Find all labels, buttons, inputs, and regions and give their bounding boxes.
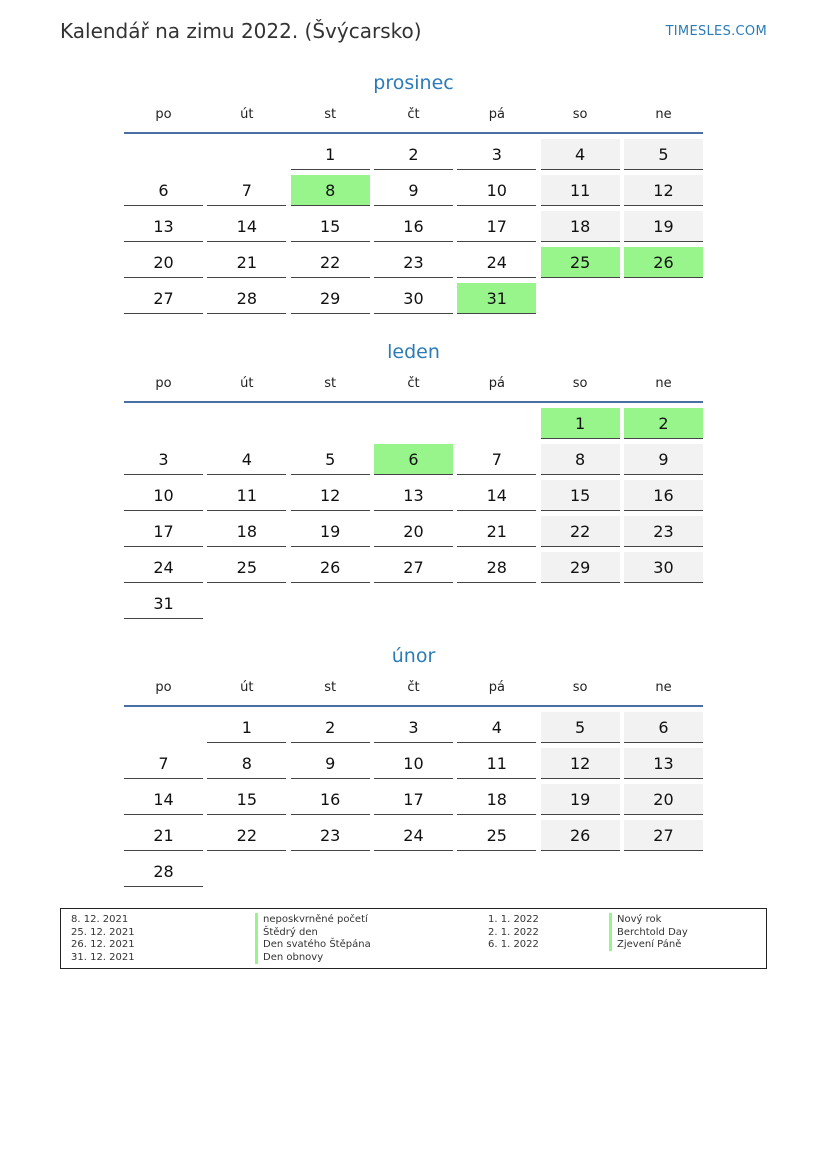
weekday-label: pá <box>488 107 505 122</box>
day-cell: 5 <box>291 444 370 475</box>
legend-holiday-name: Zjevení Páně <box>609 938 681 951</box>
weekday-label: so <box>572 107 588 122</box>
day-cell: 13 <box>124 211 203 242</box>
empty-cell <box>291 408 370 439</box>
empty-cell <box>124 139 203 170</box>
weekday-label: so <box>572 376 588 391</box>
day-cell: 22 <box>291 247 370 278</box>
day-cell: 12 <box>541 748 620 779</box>
week-row <box>124 743 703 779</box>
day-cell: 15 <box>291 211 370 242</box>
weekday-label: so <box>572 680 588 695</box>
weekday-label: út <box>240 376 254 391</box>
legend-row <box>61 951 766 964</box>
day-cell: 8 <box>541 444 620 475</box>
day-cell: 23 <box>374 247 453 278</box>
day-cell: 4 <box>541 139 620 170</box>
month-0 <box>124 68 703 314</box>
day-cell: 18 <box>457 784 536 815</box>
day-cell: 21 <box>124 820 203 851</box>
day-cell: 17 <box>374 784 453 815</box>
weekday-label: po <box>155 376 172 391</box>
day-cell: 16 <box>291 784 370 815</box>
day-cell: 10 <box>374 748 453 779</box>
day-cell: 28 <box>207 283 286 314</box>
day-cell: 16 <box>624 480 703 511</box>
week-row <box>124 242 703 278</box>
month-name: leden <box>387 341 440 363</box>
day-cell: 9 <box>291 748 370 779</box>
legend-row <box>61 926 766 939</box>
legend-date: 31. 12. 2021 <box>71 952 135 964</box>
legend-holiday-name: neposkvrněné početí <box>255 913 368 926</box>
day-cell: 2 <box>291 712 370 743</box>
empty-cell <box>207 408 286 439</box>
week-row <box>124 278 703 314</box>
day-cell: 3 <box>457 139 536 170</box>
day-cell: 13 <box>374 480 453 511</box>
empty-cell <box>291 588 370 619</box>
day-cell: 29 <box>541 552 620 583</box>
empty-cell <box>207 856 286 887</box>
day-cell: 19 <box>541 784 620 815</box>
day-cell: 18 <box>541 211 620 242</box>
legend-holiday-name: Štědrý den <box>255 926 318 939</box>
day-cell: 8 <box>207 748 286 779</box>
empty-cell <box>291 856 370 887</box>
day-cell: 3 <box>374 712 453 743</box>
day-cell: 3 <box>124 444 203 475</box>
day-cell: 10 <box>124 480 203 511</box>
weekday-label: út <box>240 680 254 695</box>
week-row <box>124 403 703 439</box>
day-cell: 1 <box>207 712 286 743</box>
day-cell: 15 <box>541 480 620 511</box>
empty-cell <box>541 588 620 619</box>
legend-row <box>61 913 766 926</box>
day-cell: 7 <box>124 748 203 779</box>
weekday-label: ne <box>655 107 672 122</box>
day-cell: 27 <box>624 820 703 851</box>
week-row <box>124 206 703 242</box>
empty-cell <box>124 712 203 743</box>
weekday-label: čt <box>407 107 420 122</box>
day-cell: 7 <box>207 175 286 206</box>
legend-date: 26. 12. 2021 <box>71 939 135 951</box>
weekday-header <box>124 98 703 134</box>
day-cell: 26 <box>624 247 703 278</box>
day-cell: 7 <box>457 444 536 475</box>
weekday-header <box>124 671 703 707</box>
weekday-label: po <box>155 680 172 695</box>
month-name: únor <box>391 645 436 667</box>
day-cell: 31 <box>124 588 203 619</box>
day-cell: 6 <box>374 444 453 475</box>
week-row <box>124 170 703 206</box>
day-cell: 4 <box>207 444 286 475</box>
empty-cell <box>624 588 703 619</box>
day-cell: 14 <box>124 784 203 815</box>
day-cell: 2 <box>624 408 703 439</box>
day-cell: 26 <box>291 552 370 583</box>
week-row <box>124 815 703 851</box>
day-cell: 18 <box>207 516 286 547</box>
day-cell: 11 <box>541 175 620 206</box>
day-cell: 22 <box>207 820 286 851</box>
day-cell: 5 <box>541 712 620 743</box>
day-cell: 1 <box>291 139 370 170</box>
empty-cell <box>207 588 286 619</box>
weekday-label: st <box>324 376 337 391</box>
day-cell: 28 <box>457 552 536 583</box>
weekday-label: pá <box>488 376 505 391</box>
empty-cell <box>374 856 453 887</box>
weekday-label: ne <box>655 680 672 695</box>
day-cell: 10 <box>457 175 536 206</box>
day-cell: 23 <box>291 820 370 851</box>
day-cell: 13 <box>624 748 703 779</box>
empty-cell <box>124 408 203 439</box>
day-cell: 14 <box>457 480 536 511</box>
day-cell: 19 <box>624 211 703 242</box>
day-cell: 28 <box>124 856 203 887</box>
week-row <box>124 134 703 170</box>
week-row <box>124 475 703 511</box>
weekday-header <box>124 367 703 403</box>
day-cell: 27 <box>124 283 203 314</box>
week-row <box>124 511 703 547</box>
legend-holiday-name: Nový rok <box>609 913 661 926</box>
day-cell: 20 <box>124 247 203 278</box>
weekday-label: po <box>155 107 172 122</box>
legend-holiday-name: Den svatého Štěpána <box>255 938 371 951</box>
day-cell: 22 <box>541 516 620 547</box>
day-cell: 17 <box>124 516 203 547</box>
day-cell: 21 <box>207 247 286 278</box>
week-row <box>124 547 703 583</box>
holiday-legend <box>60 908 767 969</box>
day-cell: 8 <box>291 175 370 206</box>
day-cell: 17 <box>457 211 536 242</box>
day-cell: 25 <box>207 552 286 583</box>
legend-date: 2. 1. 2022 <box>488 926 539 938</box>
weekday-label: st <box>324 680 337 695</box>
day-cell: 2 <box>374 139 453 170</box>
day-cell: 31 <box>457 283 536 314</box>
legend-date: 6. 1. 2022 <box>488 939 539 951</box>
weekday-label: ne <box>655 376 672 391</box>
brand-link[interactable]: TIMESLES.COM <box>665 24 767 39</box>
legend-date: 1. 1. 2022 <box>488 914 539 925</box>
day-cell: 14 <box>207 211 286 242</box>
day-cell: 23 <box>624 516 703 547</box>
day-cell: 30 <box>374 283 453 314</box>
empty-cell <box>541 283 620 314</box>
day-cell: 25 <box>541 247 620 278</box>
day-cell: 29 <box>291 283 370 314</box>
day-cell: 11 <box>457 748 536 779</box>
day-cell: 30 <box>624 552 703 583</box>
day-cell: 24 <box>457 247 536 278</box>
empty-cell <box>624 283 703 314</box>
weekday-label: čt <box>407 680 420 695</box>
day-cell: 26 <box>541 820 620 851</box>
empty-cell <box>374 408 453 439</box>
weekday-label: st <box>324 107 337 122</box>
day-cell: 4 <box>457 712 536 743</box>
day-cell: 12 <box>624 175 703 206</box>
day-cell: 27 <box>374 552 453 583</box>
weekday-label: pá <box>488 680 505 695</box>
day-cell: 5 <box>624 139 703 170</box>
week-row <box>124 779 703 815</box>
day-cell: 24 <box>124 552 203 583</box>
month-2 <box>124 641 703 887</box>
page-title: Kalendář na zimu 2022. (Švýcarsko) <box>60 19 422 43</box>
day-cell: 9 <box>624 444 703 475</box>
legend-holiday-name: Berchtold Day <box>609 926 688 939</box>
weekday-label: čt <box>407 376 420 391</box>
day-cell: 11 <box>207 480 286 511</box>
day-cell: 12 <box>291 480 370 511</box>
day-cell: 20 <box>624 784 703 815</box>
day-cell: 6 <box>624 712 703 743</box>
empty-cell <box>541 856 620 887</box>
empty-cell <box>624 856 703 887</box>
empty-cell <box>457 408 536 439</box>
day-cell: 15 <box>207 784 286 815</box>
day-cell: 19 <box>291 516 370 547</box>
day-cell: 1 <box>541 408 620 439</box>
day-cell: 6 <box>124 175 203 206</box>
empty-cell <box>207 139 286 170</box>
day-cell: 9 <box>374 175 453 206</box>
legend-row <box>61 938 766 951</box>
empty-cell <box>457 588 536 619</box>
legend-date: 25. 12. 2021 <box>71 926 135 938</box>
day-cell: 24 <box>374 820 453 851</box>
empty-cell <box>374 588 453 619</box>
month-name: prosinec <box>373 72 454 94</box>
day-cell: 20 <box>374 516 453 547</box>
legend-holiday-name: Den obnovy <box>255 951 323 964</box>
empty-cell <box>457 856 536 887</box>
week-row <box>124 851 703 887</box>
weekday-label: út <box>240 107 254 122</box>
week-row <box>124 583 703 619</box>
week-row <box>124 707 703 743</box>
day-cell: 16 <box>374 211 453 242</box>
month-1 <box>124 337 703 619</box>
day-cell: 25 <box>457 820 536 851</box>
legend-date: 8. 12. 2021 <box>71 914 129 925</box>
day-cell: 21 <box>457 516 536 547</box>
week-row <box>124 439 703 475</box>
